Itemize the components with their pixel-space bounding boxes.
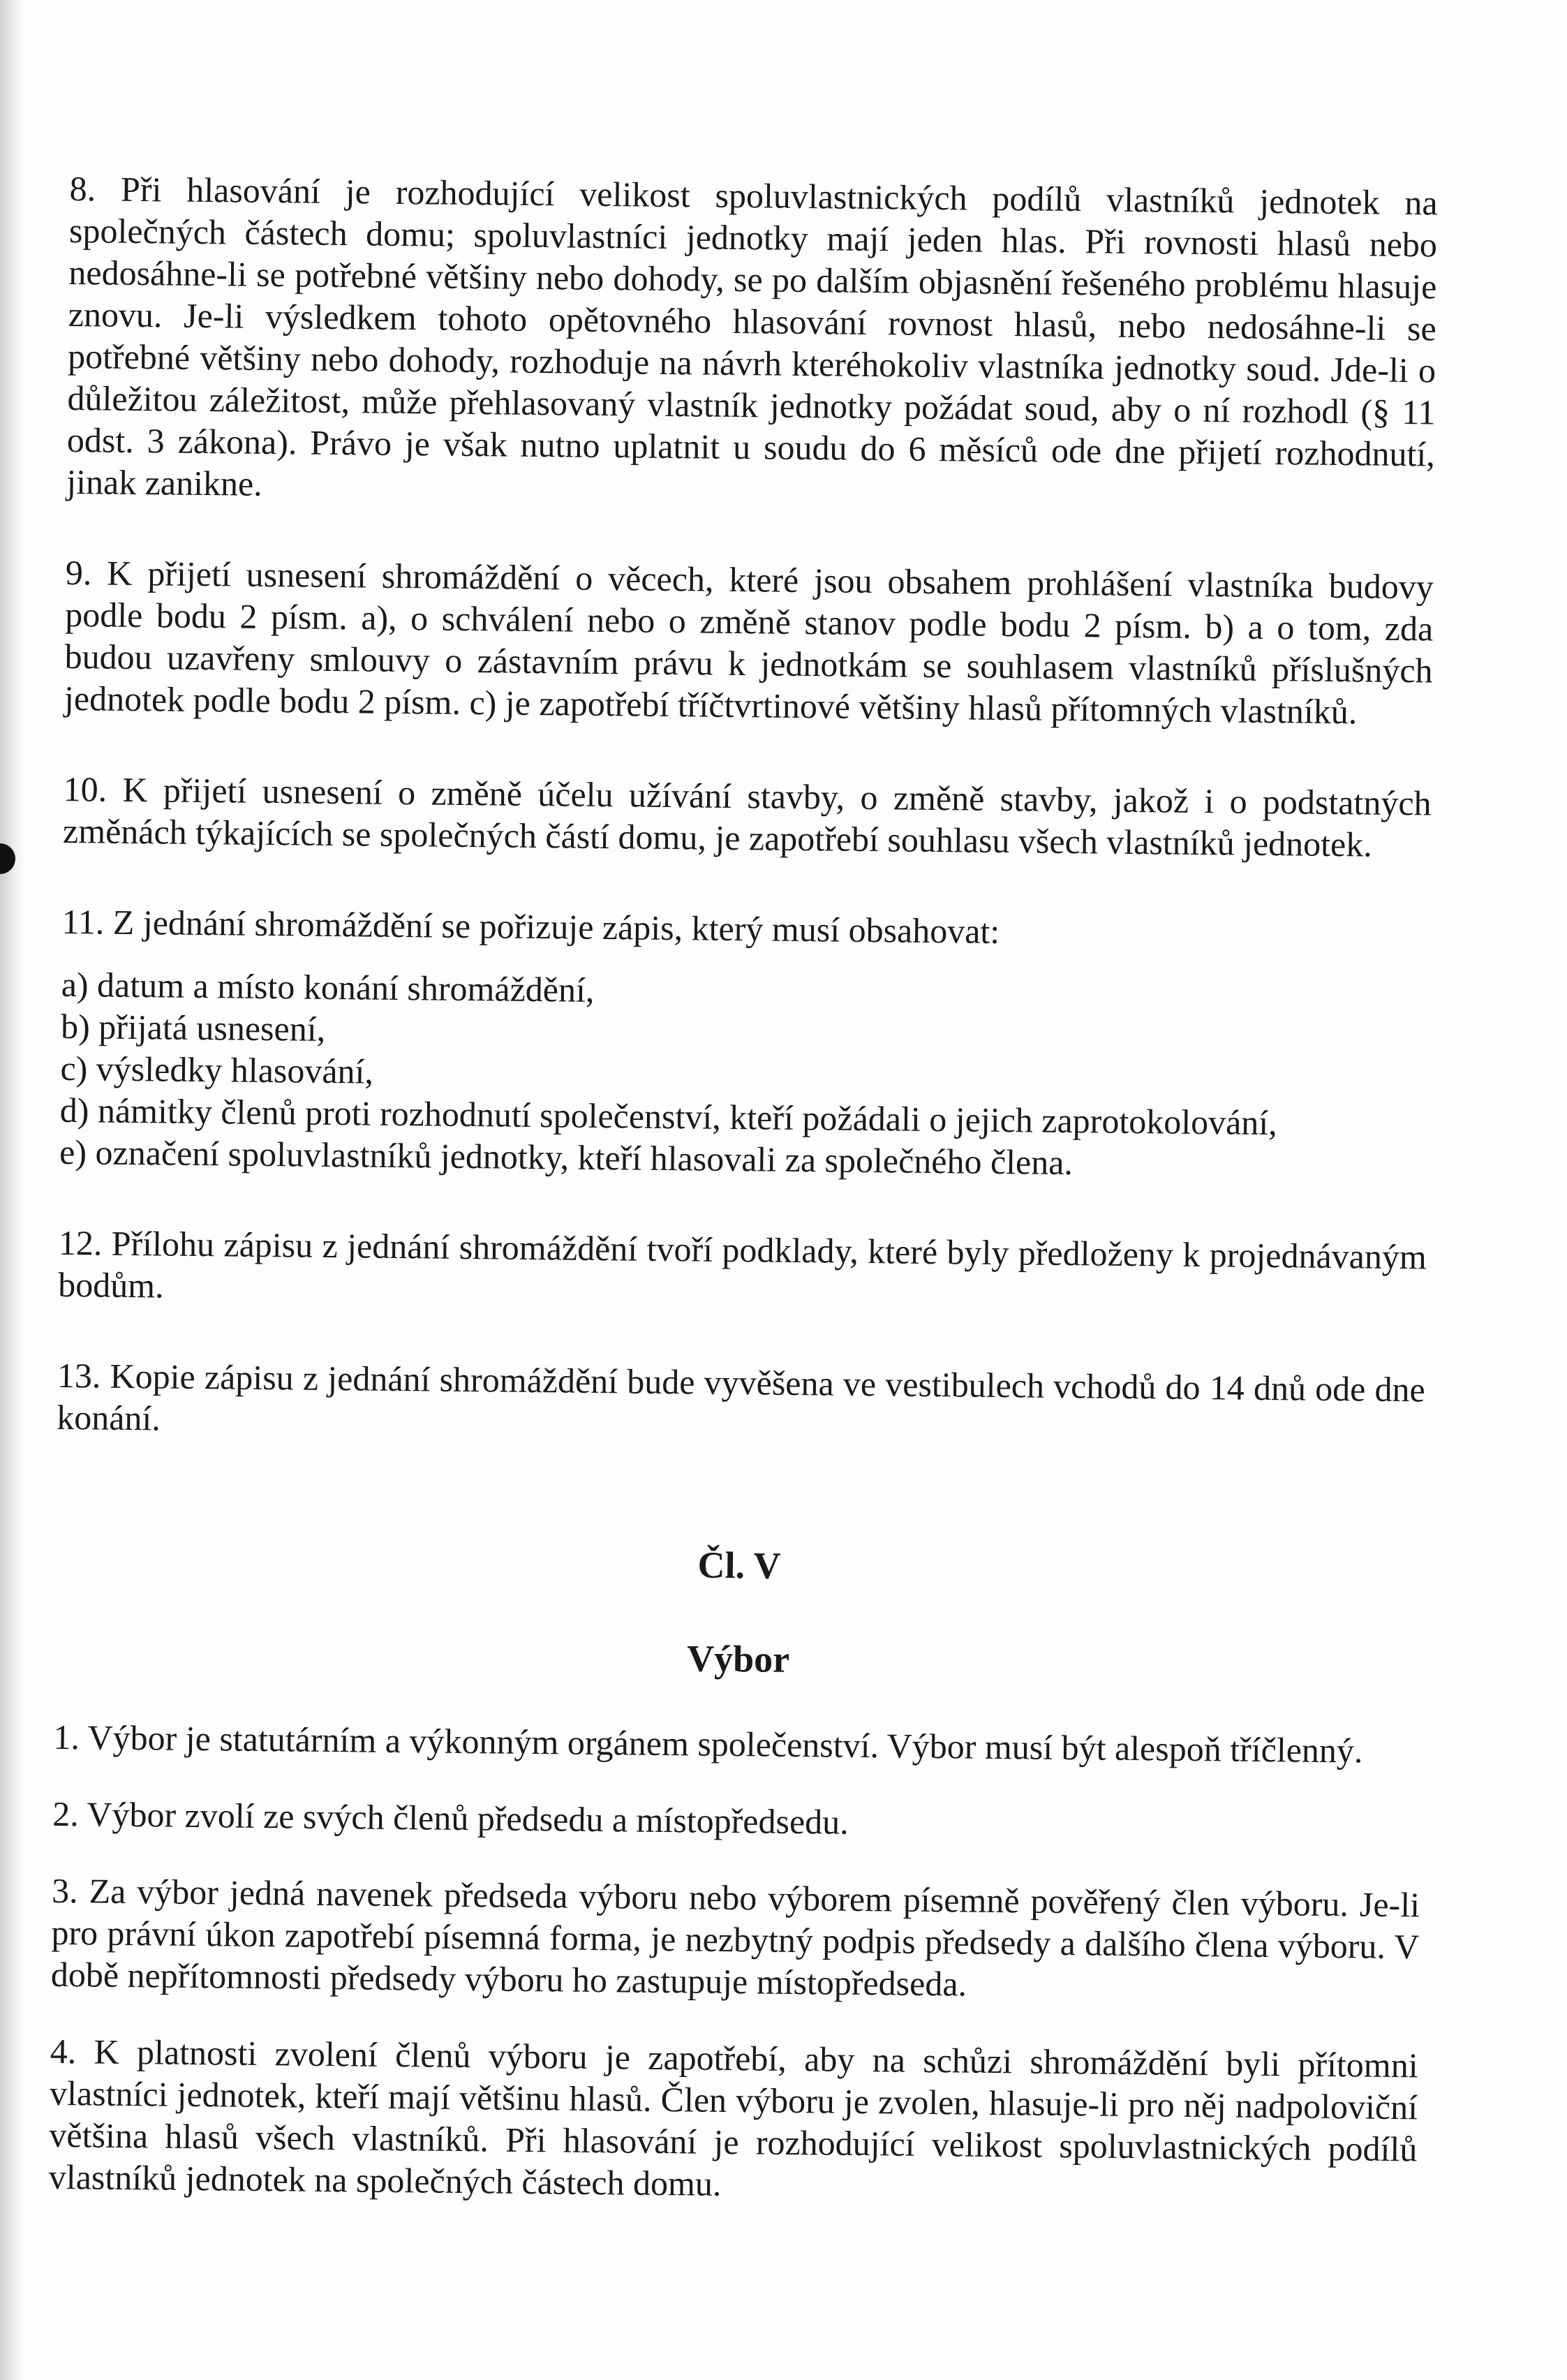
committee-section (49, 1716, 1422, 2212)
scan-shadow-edge (0, 0, 25, 2380)
paragraph-12: 12. Přílohu zápisu z jednání shromáždění tvoří podklady, které byly předloženy k projednávaným bodům. (57, 1222, 1427, 1306)
paragraph-10: 10. K přijetí usnesení o změně účelu užívání stavby, o změně stavby, jakož i o podstatných změnách týkajících se společných částí domu, je zapotřebí souhlasu všech vlastníků jednotek. (62, 769, 1432, 864)
committee-paragraph-4: 4. K platnosti zvolení členů výboru je zapotřebí, aby na schůzi shromáždění byli přítomni vlastníci jednotek, kteří mají většinu hlasů. Člen výboru je zvolen, hlasuje-li pro něj nadpoloviční většina hlasů všech vlastníků. Při hlasování je rozhodující velikost spoluvlastnických podílů vlastníků jednotek na společných částech domu. (48, 2031, 1418, 2203)
list-item-a: a) datum a místo konání shromáždění, (61, 964, 595, 1010)
committee-paragraph-1: 1. Výbor je statutárním a výkonným orgánem společenství. Výbor musí být alespoň tříčlenný. (53, 1717, 1363, 1771)
list-item-e: e) označení spoluvlastníků jednotky, kteří hlasovali za společného člena. (59, 1132, 1074, 1183)
committee-paragraph-2: 2. Výbor zvolí ze svých členů předsedu a místopředsedu. (52, 1794, 849, 1842)
paragraph-9: 9. K přijetí usnesení shromáždění o věcech, které jsou obsahem prohlášení vlastníka budovy podle bodu 2 písm. a), o schválení nebo o změně stanov podle bodu 2 písm. b) a o tom, zda budou uzavřeny smlouvy o zástavním právu k jednotkám se souhlasem vlastníků příslušných jednotek podle bodu 2 písm. c) je zapotřebí tříčtvrtinové většiny hlasů přítomných vlastníků. (64, 552, 1434, 732)
paragraph-11-intro: 11. Z jednání shromáždění se pořizuje zápis, který musí obsahovat: (61, 901, 1000, 952)
paragraph-13: 13. Kopie zápisu z jednání shromáždění bude vyvěšena ve vestibulech vchodů do 14 dnů ode dne konání. (56, 1355, 1426, 1438)
paragraph-8: 8. Při hlasování je rozhodující velikost spoluvlastnických podílů vlastníků jednotek na společných částech domu; spoluvlastníci jednotky mají jeden hlas. Při rovnosti hlasů nebo nedosáhne-li se potřebné většiny nebo dohody, se po dalším objasnění řešeného problému hlasuje znovu. Je-li výsledkem tohoto opětovného hlasování rovnost hlasů, nebo nedosáhne-li se potřebné většiny nebo dohody, rozhoduje na návrh kteréhokoliv vlastníka jednotky soud. Jde-li o důležitou záležitost, může přehlasovaný vlastník jednotky požádat soud, aby o ní rozhodl (§ 11 odst. 3 zákona). Právo je však nutno uplatnit u soudu do 6 měsíců ode dne přijetí rozhodnutí, jinak zanikne. (66, 168, 1438, 503)
list-item-b: b) přijatá usnesení, (60, 1006, 326, 1049)
document-content (48, 168, 1438, 2247)
committee-paragraph-3: 3. Za výbor jedná navenek předseda výboru nebo výborem písemně pověřený člen výboru. Je-li pro právní úkon zapotřebí písemná forma, je nezbytný podpis předsedy a dalšího člena výboru. V době nepřítomnosti předsedy výboru ho zastupuje místopředseda. (50, 1870, 1420, 2004)
article-number: Čl. V (697, 1544, 781, 1587)
list-item-c: c) výsledky hlasování, (60, 1048, 374, 1091)
list-item-d: d) námitky členů proti rozhodnutí společenství, kteří požádali o jejich zaprotokolování, (59, 1090, 1278, 1143)
article-title: Výbor (686, 1637, 790, 1680)
minutes-contents-list (59, 963, 1429, 1188)
